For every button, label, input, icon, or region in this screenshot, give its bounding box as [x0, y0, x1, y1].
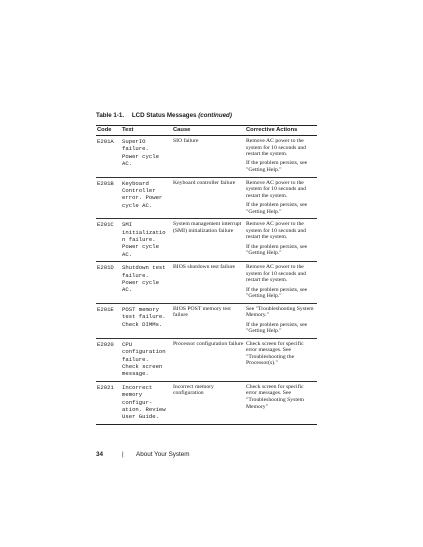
corrective-action-paragraph: Remove AC power to the system for 10 seconds and restart the system.	[246, 138, 307, 158]
table-number: Table 1-1.	[96, 112, 125, 119]
cell-corrective-actions	[245, 262, 317, 304]
lcd-status-table	[96, 125, 317, 425]
cell-cause: Incorrect memory configuration	[172, 381, 245, 424]
page-number: 34	[96, 451, 104, 458]
cell-cause: System management interrupt (SMI) initialization failure	[172, 219, 245, 262]
cell-corrective-actions	[245, 177, 317, 219]
cell-text: POST memory test failure. Check DIMMs.	[121, 303, 172, 338]
cell-corrective-actions	[245, 219, 317, 262]
table-row	[96, 219, 317, 262]
table-body	[96, 136, 317, 425]
header-text: Text	[122, 127, 134, 133]
table-row	[96, 381, 317, 424]
corrective-action-paragraph: If the problem persists, see "Getting Help."	[246, 160, 308, 173]
cell-cause: BIOS shutdown test failure	[172, 262, 245, 304]
corrective-action-paragraph: Check screen for specific error messages. See "Troubleshooting the Processor(s)."	[246, 340, 304, 367]
corrective-action-paragraph: If the problem persists, see "Getting Help."	[246, 321, 308, 335]
corrective-action-paragraph: See "Troubleshooting System Memory."	[246, 305, 314, 319]
cell-cause: SIO failure	[172, 136, 245, 178]
table-row	[96, 303, 317, 338]
cell-text: Incorrect memory configur- ation. Review User Guide.	[121, 381, 172, 424]
corrective-action-paragraph: Remove AC power to the system for 10 seconds and restart the system.	[246, 264, 307, 284]
footer-separator: |	[122, 451, 124, 458]
table-row	[96, 262, 317, 304]
cell-text: Keyboard Controller error. Power cycle AC.	[121, 177, 172, 219]
cell-code: E2020	[96, 338, 121, 381]
footer-section-title: About Your System	[136, 451, 190, 458]
cell-code: E201B	[96, 177, 121, 219]
cell-text: SuperIO failure. Power cycle AC.	[121, 136, 172, 178]
cell-text: SMI initializatio n failure. Power cycle AC.	[121, 219, 172, 262]
cell-cause: BIOS POST memory test failure	[172, 303, 245, 338]
cell-corrective-actions	[245, 381, 317, 424]
corrective-action-paragraph: If the problem persists, see "Getting Help."	[246, 243, 308, 257]
cell-cause: Keyboard controller failure	[172, 177, 245, 219]
cell-code: E201E	[96, 303, 121, 338]
cell-corrective-actions	[245, 338, 317, 381]
header-cause: Cause	[173, 127, 191, 133]
cell-code: E201C	[96, 219, 121, 262]
corrective-action-paragraph: Remove AC power to the system for 10 seconds and restart the system.	[246, 179, 307, 199]
table-caption	[96, 112, 232, 119]
cell-text: Shutdown test failure. Power cycle AC.	[121, 262, 172, 304]
table-row	[96, 177, 317, 219]
corrective-action-paragraph: Remove AC power to the system for 10 seconds and restart the system.	[246, 221, 307, 241]
table-row	[96, 136, 317, 178]
table-row	[96, 338, 317, 381]
cell-code: E201A	[96, 136, 121, 178]
table-continued-label: (continued)	[198, 112, 232, 119]
cell-corrective-actions	[245, 303, 317, 338]
corrective-action-paragraph: If the problem persists, see "Getting Help."	[246, 201, 308, 215]
header-corrective-actions: Corrective Actions	[246, 127, 298, 133]
cell-code: E201D	[96, 262, 121, 304]
header-code: Code	[97, 127, 112, 133]
cell-cause: Processor configuration failure	[172, 338, 245, 381]
table-header-row	[96, 126, 317, 136]
corrective-action-paragraph: If the problem persists, see "Getting Help."	[246, 286, 308, 300]
cell-code: E2021	[96, 381, 121, 424]
cell-corrective-actions	[245, 136, 317, 178]
corrective-action-paragraph: Check screen for specific error messages. See "Troubleshooting System Memory"	[246, 383, 304, 410]
table-title: LCD Status Messages	[131, 112, 197, 119]
cell-text: CPU configuration failure. Check screen message.	[121, 338, 172, 381]
